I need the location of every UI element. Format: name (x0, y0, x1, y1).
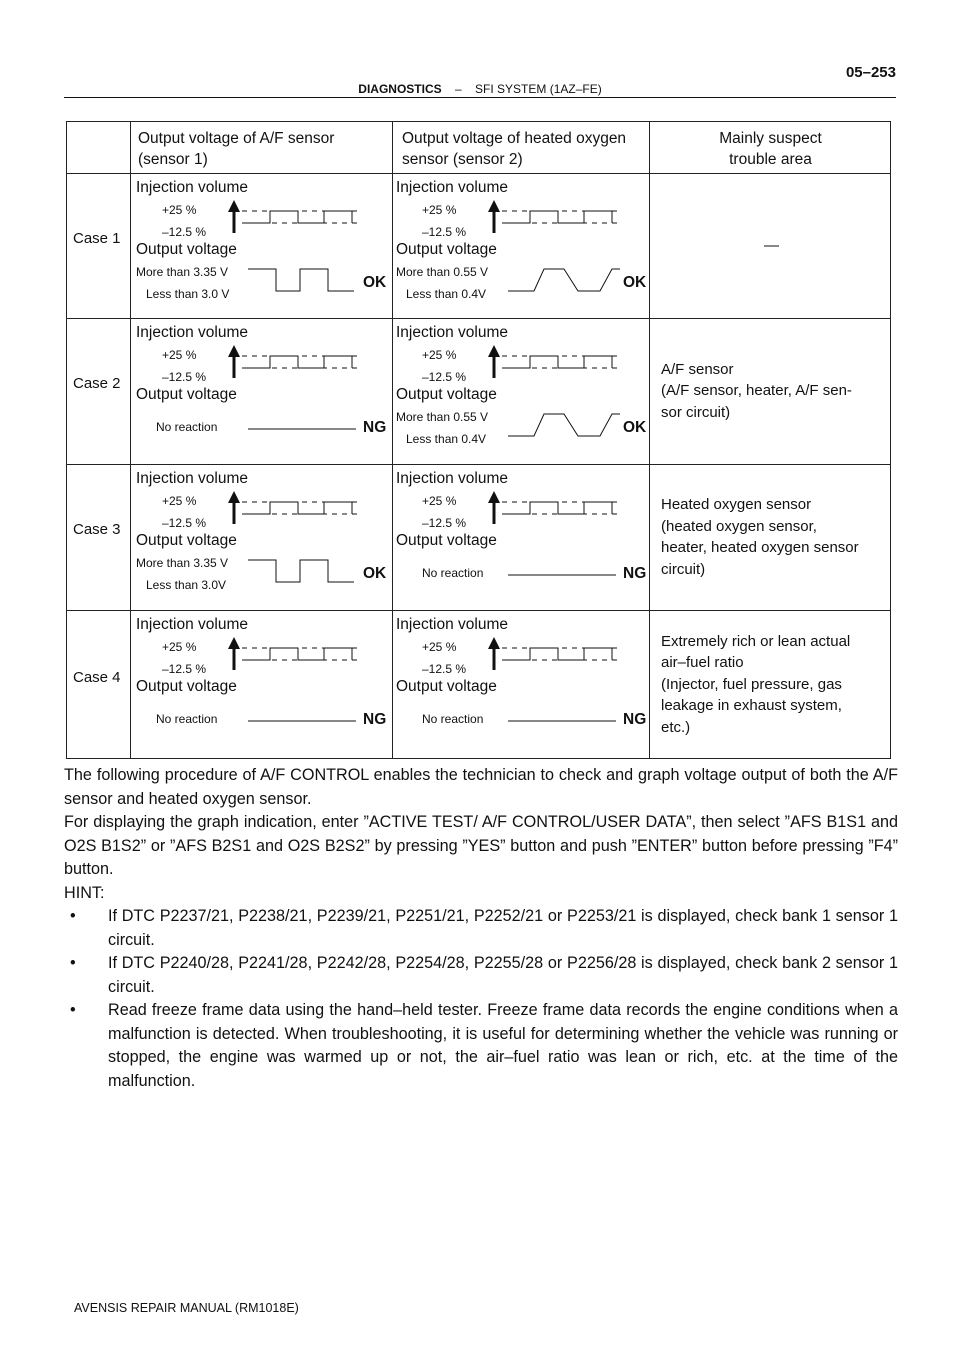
flat-line (248, 720, 358, 724)
voltage-waveform (248, 556, 360, 586)
column-divider (392, 122, 393, 758)
output-voltage-label: Output voltage (136, 678, 237, 695)
output-voltage-label: Output voltage (396, 532, 497, 549)
output-voltage-label: Output voltage (396, 386, 497, 403)
arrow-up-icon (488, 200, 500, 212)
flat-line (508, 574, 618, 578)
sensor-square-wave (248, 269, 354, 291)
plus-percent-label: +25 % (162, 494, 197, 508)
injection-waveform (228, 199, 363, 241)
injection-square-wave (242, 502, 352, 514)
header-dash: – (454, 82, 462, 96)
page-header (64, 64, 896, 98)
output-voltage-label: Output voltage (396, 241, 497, 258)
no-reaction-label: No reaction (422, 566, 484, 580)
sensor-square-wave (248, 560, 354, 582)
arrow-up-icon (228, 637, 240, 649)
injection-volume-label: Injection volume (396, 616, 509, 633)
voltage-waveform (248, 265, 360, 295)
diagnosis-table (66, 121, 891, 759)
plus-percent-label: +25 % (422, 494, 457, 508)
minus-percent-label: –12.5 % (162, 662, 207, 676)
judgement-ng: NG (623, 711, 647, 728)
voltage-waveform (508, 410, 620, 440)
output-voltage-label: Output voltage (136, 532, 237, 549)
arrow-up-icon (228, 345, 240, 357)
voltage-waveform (508, 265, 620, 295)
trouble-area: Heated oxygen sensor (heated oxygen sensor, heater, heated oxygen sensor circuit) (661, 496, 859, 578)
row-divider (67, 610, 890, 611)
minus-percent-label: –12.5 % (162, 516, 207, 530)
plus-percent-label: +25 % (162, 348, 197, 362)
high-voltage-label: More than 0.55 V (396, 265, 489, 279)
paragraph-2: For displaying the graph indication, enter ”ACTIVE TEST/ A/F CONTROL/USER DATA”, then select ”AFS B1S1 and O2S B1S2” or ”AFS B2S1 and O2S B2S2” by pressing ”YES” button and push ”ENTER” button before pressing ”F4” button. (64, 813, 898, 878)
hint-label: HINT: (64, 883, 105, 902)
arrow-up-icon (228, 491, 240, 503)
column-header-2: Output voltage of heated oxygen sensor (sensor 2) (402, 130, 627, 168)
injection-square-wave (502, 502, 612, 514)
injection-waveform (228, 344, 363, 386)
sensor-ramp-wave (508, 414, 620, 436)
bullet-icon: • (70, 1001, 76, 1019)
arrow-up-icon (228, 200, 240, 212)
minus-percent-label: –12.5 % (422, 516, 467, 530)
injection-waveform (228, 490, 363, 532)
output-voltage-label: Output voltage (136, 386, 237, 403)
high-voltage-label: More than 0.55 V (396, 410, 489, 424)
judgement-ng: NG (363, 419, 387, 436)
injection-square-wave (502, 356, 612, 368)
judgement-ok: OK (363, 274, 387, 291)
no-reaction-label: No reaction (156, 420, 218, 434)
arrow-up-icon (488, 345, 500, 357)
injection-waveform (488, 344, 623, 386)
row-divider (67, 318, 890, 319)
minus-percent-label: –12.5 % (422, 662, 467, 676)
flat-line (248, 428, 358, 432)
case-label: Case 4 (73, 668, 121, 686)
low-voltage-label: Less than 3.0V (146, 578, 227, 592)
arrow-up-icon (488, 637, 500, 649)
paragraph-1: The following procedure of A/F CONTROL enables the technician to check and graph voltage output of both the A/F sensor and heated oxygen sensor. (64, 766, 898, 808)
injection-square-wave (242, 211, 352, 223)
judgement-ng: NG (363, 711, 387, 728)
header-section: DIAGNOSTICS (358, 82, 442, 96)
no-reaction-label: No reaction (422, 712, 484, 726)
injection-waveform (488, 636, 623, 678)
trouble-area: — (764, 237, 779, 254)
header-title (64, 82, 896, 96)
bullet-icon: • (70, 907, 76, 925)
high-voltage-label: More than 3.35 V (136, 556, 229, 570)
plus-percent-label: +25 % (422, 640, 457, 654)
page-number: 05–253 (845, 64, 896, 81)
injection-square-wave (502, 211, 612, 223)
trouble-area: A/F sensor (A/F sensor, heater, A/F sen- sor circuit) (661, 360, 852, 421)
injection-volume-label: Injection volume (396, 470, 509, 487)
case-label: Case 1 (73, 229, 121, 247)
column-header-3: Mainly suspect trouble area (719, 130, 822, 168)
sensor-ramp-wave (508, 269, 620, 291)
plus-percent-label: +25 % (162, 640, 197, 654)
minus-percent-label: –12.5 % (162, 370, 207, 384)
hint-list (64, 905, 898, 1093)
minus-percent-label: –12.5 % (162, 225, 207, 239)
injection-volume-label: Injection volume (396, 179, 509, 196)
injection-volume-label: Injection volume (136, 616, 249, 633)
judgement-ok: OK (363, 565, 387, 582)
header-subsection: SFI SYSTEM (1AZ–FE) (475, 82, 602, 96)
low-voltage-label: Less than 3.0 V (146, 287, 230, 301)
output-voltage-label: Output voltage (136, 241, 237, 258)
body-text (64, 764, 898, 1093)
low-voltage-label: Less than 0.4V (406, 432, 487, 446)
minus-percent-label: –12.5 % (422, 370, 467, 384)
judgement-ok: OK (623, 419, 647, 436)
injection-volume-label: Injection volume (136, 179, 249, 196)
judgement-ng: NG (623, 565, 647, 582)
high-voltage-label: More than 3.35 V (136, 265, 229, 279)
plus-percent-label: +25 % (422, 348, 457, 362)
injection-waveform (488, 199, 623, 241)
no-reaction-label: No reaction (156, 712, 218, 726)
minus-percent-label: –12.5 % (422, 225, 467, 239)
case-label: Case 2 (73, 375, 121, 392)
header-rule (64, 97, 896, 98)
bullet-icon: • (70, 954, 76, 972)
hint-item-2: • If DTC P2240/28, P2241/28, P2242/28, P2254/28, P2255/28 or P2256/28 is displayed, check bank 2 sensor 1 circuit. (70, 954, 898, 996)
column-header-1: Output voltage of A/F sensor (sensor 1) (138, 130, 335, 168)
injection-volume-label: Injection volume (136, 324, 249, 341)
injection-volume-label: Injection volume (396, 324, 509, 341)
output-voltage-label: Output voltage (396, 678, 497, 695)
low-voltage-label: Less than 0.4V (406, 287, 487, 301)
case-label: Case 3 (73, 521, 121, 538)
injection-square-wave (502, 648, 612, 660)
injection-square-wave (242, 648, 352, 660)
judgement-ok: OK (623, 274, 647, 291)
hint-item-1: • If DTC P2237/21, P2238/21, P2239/21, P2251/21, P2252/21 or P2253/21 is displayed, check bank 1 sensor 1 circuit. (70, 907, 898, 949)
flat-line (508, 720, 618, 724)
trouble-area: Extremely rich or lean actual air–fuel ratio (Injector, fuel pressure, gas leakage in exhaust system, etc.) (661, 632, 851, 736)
plus-percent-label: +25 % (162, 203, 197, 217)
injection-waveform (228, 636, 363, 678)
page-footer: AVENSIS REPAIR MANUAL (RM1018E) (74, 1301, 299, 1315)
injection-square-wave (242, 356, 352, 368)
plus-percent-label: +25 % (422, 203, 457, 217)
injection-waveform (488, 490, 623, 532)
column-divider (130, 122, 131, 758)
arrow-up-icon (488, 491, 500, 503)
hint-item-3: • Read freeze frame data using the hand–held tester. Freeze frame data records the engine conditions when a malfunction is detected. When troubleshooting, it is useful for determining whether the vehicle was running or stopped, the engine was warmed up or not, the air–fuel ratio was lean or rich, etc. at the time of the malfunction. (70, 1001, 898, 1090)
column-divider (649, 122, 650, 758)
row-divider (67, 173, 890, 174)
row-divider (67, 464, 890, 465)
injection-volume-label: Injection volume (136, 470, 249, 487)
